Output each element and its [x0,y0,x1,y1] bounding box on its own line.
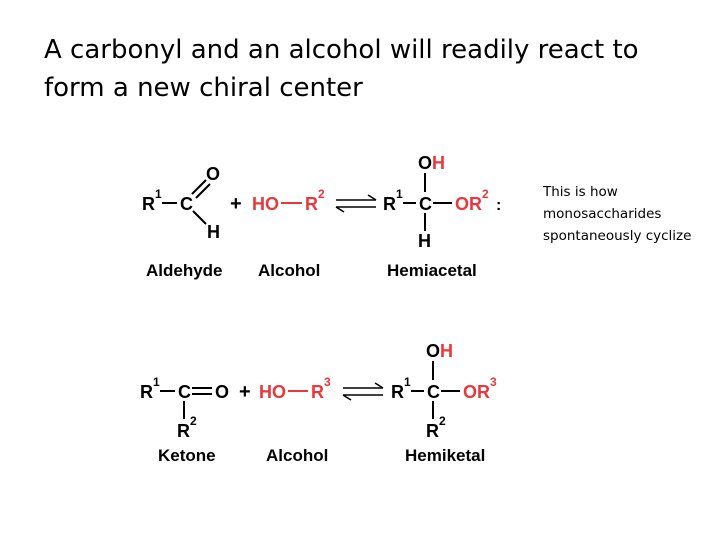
reaction-2 [140,341,497,465]
ketone-structure [140,375,229,441]
alcohol-structure-2 [259,375,331,402]
aldehyde-structure [142,164,220,242]
alcohol-r-index-2: 3 [324,375,331,389]
alcohol-r-2: R [311,382,324,402]
hemiacetal-or-index: 2 [482,187,489,201]
hemiketal-r2: R [426,421,439,441]
ketone-r2-index: 2 [190,414,197,428]
ketone-r-index: 1 [153,375,160,389]
alcohol-ho-1: HO [252,194,279,214]
label-alcohol-2: Alcohol [266,446,329,465]
hemiacetal-r: R [383,194,396,214]
hemiketal-r: R [391,382,404,402]
aldehyde-double-bond-b [196,184,210,198]
label-alcohol-1: Alcohol [258,261,321,280]
hemiketal-c: C [427,382,440,402]
aldehyde-h: H [207,222,220,242]
hemiketal-or: OR [463,382,490,402]
hemiketal-o: O [426,341,441,361]
alcohol-r-1: R [305,194,318,214]
label-hemiacetal: Hemiacetal [387,261,477,280]
alcohol-r-index-1: 2 [318,187,325,201]
hemiketal-or-index: 3 [490,375,497,389]
hemiketal-oh-h: H [440,341,453,361]
ketone-r: R [140,382,153,402]
aldehyde-double-bond-a [192,180,206,194]
hemiacetal-o: O [418,153,433,173]
hemiacetal-colon: : [496,197,502,214]
equilibrium-arrow-2 [343,383,383,400]
aldehyde-r: R [142,194,155,214]
plus-sign-2: + [239,381,251,403]
hemiacetal-oh-h: H [432,153,445,173]
hemiketal-r-index: 1 [404,375,411,389]
hemiacetal-or: OR [455,194,482,214]
aldehyde-r-index: 1 [155,187,162,201]
alcohol-structure-1 [252,187,325,214]
ketone-c: C [178,382,191,402]
label-ketone: Ketone [158,446,216,465]
plus-sign-1: + [230,193,242,215]
ketone-r2: R [177,421,190,441]
label-aldehyde: Aldehyde [146,261,223,280]
reaction-1 [142,153,501,280]
hemiacetal-c: C [419,194,432,214]
hemiacetal-h: H [418,231,431,251]
side-note: This is how monosaccharides spontaneously cyclize [543,184,692,244]
equilibrium-arrow-1 [336,195,376,212]
hemiacetal-structure [383,153,501,251]
aldehyde-o: O [206,164,221,184]
hemiketal-structure [391,341,497,441]
aldehyde-c: C [180,194,193,214]
ketone-o: O [215,382,230,402]
slide-title: A carbonyl and an alcohol will readily react to form a new chiral center [44,35,639,103]
alcohol-ho-2: HO [259,382,286,402]
hemiacetal-r-index: 1 [396,187,403,201]
aldehyde-c-h-bond [193,211,206,224]
label-hemiketal: Hemiketal [405,446,486,465]
hemiketal-r2-index: 2 [439,414,446,428]
